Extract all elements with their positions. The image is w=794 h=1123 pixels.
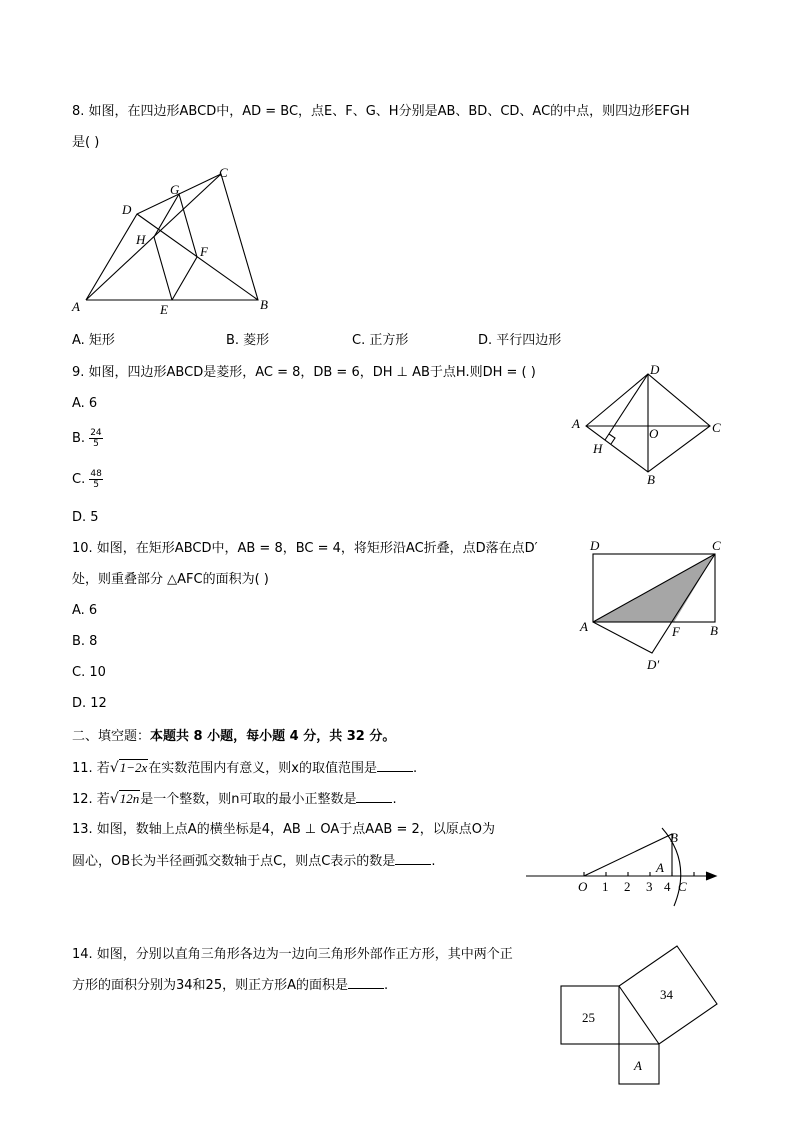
q8-stem-line2: 是( ) xyxy=(72,135,100,150)
q10-label-A: A xyxy=(580,619,588,634)
q12-sqrt-sign: √ xyxy=(109,791,119,807)
q14-end: . xyxy=(383,978,389,993)
q11-before: 11. 若 xyxy=(72,761,110,776)
q9-option-c-num: 48 xyxy=(90,469,102,479)
q9-label-O: O xyxy=(649,426,659,441)
q8-label-E: E xyxy=(160,302,168,317)
q14-stem-line2-text: 方形的面积分别为34和25，则正方形A的面积是 xyxy=(72,978,348,993)
q10-label-B: B xyxy=(710,623,718,638)
q13-stem-line2-text: 圆心，OB长为半径画弧交数轴于点C，则点C表示的数是 xyxy=(72,854,396,869)
q8-figure xyxy=(64,162,284,322)
section-heading xyxy=(72,728,395,746)
q10-figure xyxy=(576,536,736,676)
q9-option-a[interactable]: A. 6 xyxy=(72,396,98,411)
q13-tick-3: 3 xyxy=(646,879,653,894)
q12-radicand: 12n xyxy=(119,791,140,806)
q13-stem-line2 xyxy=(72,852,435,871)
q10-option-c[interactable]: C. 10 xyxy=(72,665,106,680)
q10-label-F: F xyxy=(672,624,680,639)
q12-answer-blank[interactable] xyxy=(356,790,392,803)
q13-label-O: O xyxy=(578,879,588,894)
q14-square-A-label: A xyxy=(634,1058,642,1073)
q14-answer-blank[interactable] xyxy=(348,976,384,989)
q9-label-C: C xyxy=(712,420,721,435)
q10-option-a[interactable]: A. 6 xyxy=(72,603,98,618)
q13-answer-blank[interactable] xyxy=(395,852,431,865)
q10-option-b[interactable]: B. 8 xyxy=(72,634,98,649)
section-heading-prefix: 二、填空题： xyxy=(72,729,151,744)
q8-option-b[interactable]: B. 菱形 xyxy=(226,333,270,348)
q14-square-34-label: 34 xyxy=(660,987,673,1002)
q11-end: . xyxy=(412,761,418,776)
q12-after: 是一个整数，则n可取的最小正整数是 xyxy=(140,792,357,807)
q14-stem-line1: 14. 如图，分别以直角三角形各边为一边向三角形外部作正方形，其中两个正 xyxy=(72,947,513,962)
q9-option-b-prefix: B. xyxy=(72,431,86,446)
q11-radicand: 1−2x xyxy=(119,760,148,775)
q9-option-b-num: 24 xyxy=(90,428,102,438)
q8-label-A: A xyxy=(72,299,80,314)
q9-label-B: B xyxy=(647,472,655,487)
section-heading-text: 本题共 8 小题，每小题 4 分，共 32 分。 xyxy=(150,729,396,744)
q13-tick-2: 2 xyxy=(624,879,631,894)
q8-label-G: G xyxy=(170,182,180,197)
q8-stem-line1: 8. 如图，在四边形ABCD中，AD = BC，点E、F、G、H分别是AB、BD、CD、AC的中点，则四边形EFGH xyxy=(72,104,690,119)
q10-stem-line1: 10. 如图，在矩形ABCD中，AB = 8，BC = 4，将矩形沿AC折叠，点D落在点D′ xyxy=(72,541,538,556)
q13-label-A: A xyxy=(656,860,664,875)
q10-option-d[interactable]: D. 12 xyxy=(72,696,107,711)
q13-tick-4: 4 xyxy=(664,879,671,894)
q9-option-c-prefix: C. xyxy=(72,472,86,487)
q9-option-c-den: 5 xyxy=(93,480,99,490)
q9-option-b-den: 5 xyxy=(93,439,99,449)
q9-option-b[interactable] xyxy=(72,426,103,452)
q9-option-b-fraction xyxy=(89,428,102,449)
q9-option-c-fraction xyxy=(89,469,102,490)
q10-label-Dprime: D′ xyxy=(647,657,660,672)
q10-label-C: C xyxy=(712,538,721,553)
q8-label-D: D xyxy=(122,202,132,217)
q13-stem-line1: 13. 如图，数轴上点A的横坐标是4，AB ⊥ OA于点AAB = 2，以原点O为 xyxy=(72,822,495,837)
q12 xyxy=(72,790,397,809)
q11-after: 在实数范围内有意义，则x的取值范围是 xyxy=(148,761,377,776)
q8-label-F: F xyxy=(200,244,208,259)
q9-figure xyxy=(566,360,736,490)
q9-option-c[interactable] xyxy=(72,467,103,493)
q11-sqrt-sign: √ xyxy=(109,760,119,776)
q13-label-C: C xyxy=(678,879,687,894)
q8-option-c[interactable]: C. 正方形 xyxy=(352,333,409,348)
q13-figure xyxy=(522,822,732,912)
q8-option-a[interactable]: A. 矩形 xyxy=(72,333,115,348)
q12-end: . xyxy=(392,792,397,807)
q13-tick-1: 1 xyxy=(602,879,609,894)
q13-end: . xyxy=(431,854,436,869)
q14-square-25-label: 25 xyxy=(582,1010,595,1025)
q10-stem-line2: 处，则重叠部分 △AFC的面积为( ) xyxy=(72,572,269,587)
q9-label-D: D xyxy=(650,362,660,377)
q14-stem-line2 xyxy=(72,976,388,995)
q9-stem: 9. 如图，四边形ABCD是菱形，AC = 8，DB = 6，DH ⊥ AB于点H.则DH = ( ) xyxy=(72,365,536,380)
q8-label-H: H xyxy=(136,232,146,247)
q11 xyxy=(72,759,417,778)
q13-label-B: B xyxy=(670,830,678,845)
q8-option-d[interactable]: D. 平行四边形 xyxy=(478,333,562,348)
q12-before: 12. 若 xyxy=(72,792,110,807)
q8-label-B: B xyxy=(260,297,268,312)
q10-label-D: D xyxy=(590,538,600,553)
q9-option-d[interactable]: D. 5 xyxy=(72,510,99,525)
q8-label-C: C xyxy=(219,165,228,180)
q14-figure xyxy=(554,940,730,1090)
q9-label-A: A xyxy=(572,416,580,431)
q9-label-H: H xyxy=(593,441,603,456)
q11-answer-blank[interactable] xyxy=(377,759,413,772)
